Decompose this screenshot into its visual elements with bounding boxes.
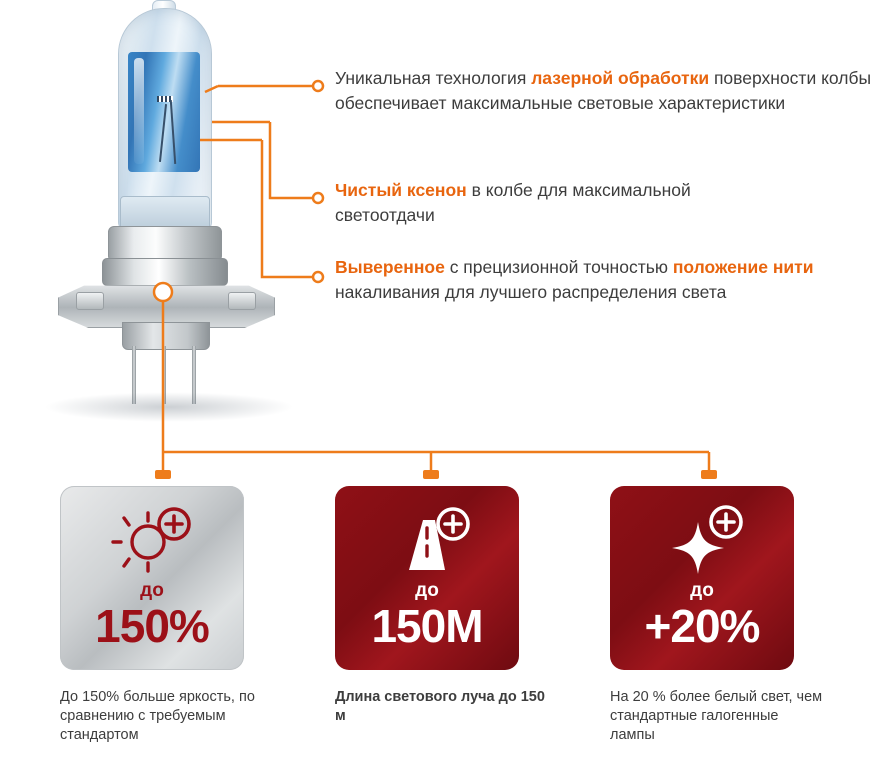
callout-2-rest: в колбе для максимальной светоотдачи <box>335 180 691 225</box>
bulb-metal-collar-upper <box>108 226 222 262</box>
benefit-brightness-tile <box>60 486 244 670</box>
benefit-beam-length-caption: Длина светового луча до 150 м <box>335 689 545 724</box>
callout-3-bold-2: положение нити <box>672 257 814 277</box>
benefit-brightness-upto: до <box>140 580 164 601</box>
bulb-flange-tab-left <box>76 292 104 310</box>
connector-dot-1 <box>313 81 323 91</box>
benefit-beam-length <box>335 486 575 726</box>
benefit-whiteness-value: +20% <box>644 600 760 652</box>
benefit-tiles <box>0 486 894 782</box>
sparkle-plus-icon <box>654 502 750 578</box>
callout-laser-technology <box>335 66 875 116</box>
callout-1-rest: поверхности колбы обеспечивает максимальные световые характеристики <box>335 68 872 113</box>
callout-filament-position <box>335 255 855 305</box>
bulb-illustration <box>30 0 290 430</box>
benefit-brightness-caption: До 150% больше яркость, по сравнению с требуемым стандартом <box>60 689 255 743</box>
connector-cap-middle <box>423 470 439 479</box>
connector-dot-2 <box>313 193 323 203</box>
benefit-beam-length-upto: до <box>415 580 439 601</box>
sun-plus-icon <box>104 502 200 578</box>
bulb-flange-tab-right <box>228 292 256 310</box>
callout-3-mid: с прецизионной точностью <box>444 257 673 277</box>
callout-3-bold-1: Выверенное <box>335 257 445 277</box>
benefit-brightness-value: 150% <box>95 600 209 652</box>
callout-1-lead: Уникальная технология <box>335 68 532 88</box>
benefit-beam-length-tile <box>335 486 519 670</box>
callout-1-bold: лазерной обработки <box>531 68 710 88</box>
connector-cap-left <box>155 470 171 479</box>
bulb-metal-collar-lower <box>102 258 228 286</box>
benefit-whiteness-upto: до <box>690 580 714 601</box>
benefit-brightness <box>60 486 300 745</box>
connector-dot-3 <box>313 272 323 282</box>
callout-2-bold: Чистый ксенон <box>335 180 467 200</box>
benefit-whiteness-caption: На 20 % более белый свет, чем стандартные галогенные лампы <box>610 689 823 743</box>
bulb-coating-highlight <box>134 58 144 164</box>
connector-cap-right <box>701 470 717 479</box>
benefit-beam-length-value: 150M <box>371 600 483 652</box>
benefit-whiteness-tile <box>610 486 794 670</box>
road-plus-icon <box>379 502 475 578</box>
benefit-whiteness <box>610 486 850 745</box>
bulb-drop-shadow <box>44 392 294 422</box>
callout-3-rest: накаливания для лучшего распределения света <box>335 282 727 302</box>
callout-pure-xenon <box>335 178 735 228</box>
